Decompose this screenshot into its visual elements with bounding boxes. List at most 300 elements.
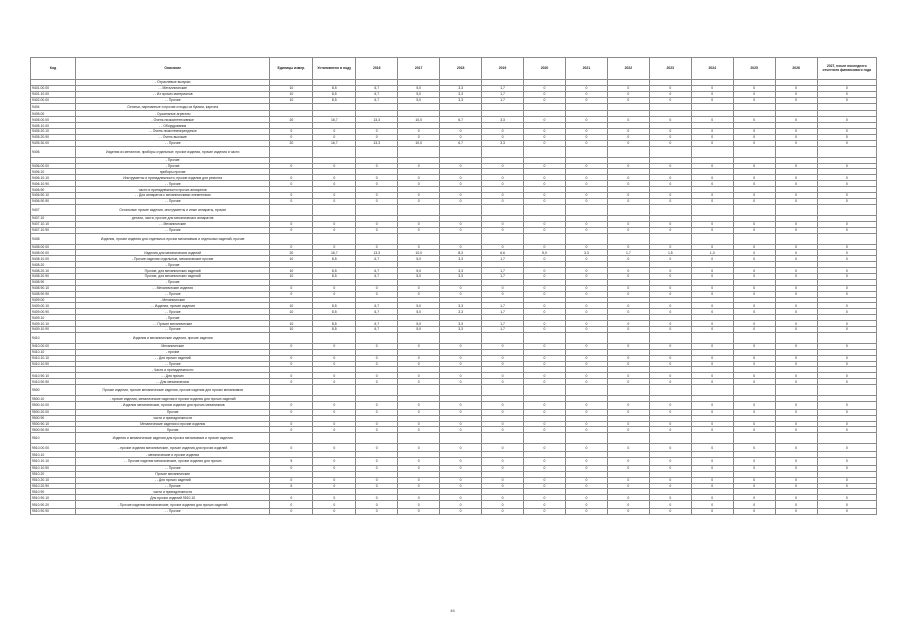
row-value: 8,5 xyxy=(313,273,356,279)
row-value: 0 xyxy=(775,303,817,309)
row-value: 0 xyxy=(691,85,733,91)
row-description: - Прочие xyxy=(76,262,270,268)
row-value: 0 xyxy=(565,355,607,361)
row-value: 10 xyxy=(270,309,313,315)
row-value: 0 xyxy=(649,97,691,103)
row-code: 9410.00.00 xyxy=(31,343,76,349)
row-value: 0 xyxy=(607,355,649,361)
row-value: 0 xyxy=(482,221,524,227)
row-value: 0 xyxy=(440,198,482,204)
row-value: 0 xyxy=(691,117,733,123)
row-code: 9410.10 xyxy=(31,349,76,355)
row-value: 0 xyxy=(313,477,356,483)
row-value: 0 xyxy=(817,421,876,427)
row-value: 8,5 xyxy=(313,256,356,262)
row-value: 0 xyxy=(691,256,733,262)
row-value: 0 xyxy=(524,427,566,433)
row-value: 0 xyxy=(482,361,524,367)
row-value: 1,7 xyxy=(482,97,524,103)
row-value xyxy=(733,385,775,396)
row-value: 0 xyxy=(440,221,482,227)
row-value: 0 xyxy=(733,256,775,262)
row-value: 0 xyxy=(565,421,607,427)
row-value: 0 xyxy=(524,501,566,509)
row-value: 0 xyxy=(565,221,607,227)
row-value: 0 xyxy=(733,508,775,514)
row-value: 0 xyxy=(817,291,876,297)
row-value: 0 xyxy=(524,221,566,227)
row-value: 5,0 xyxy=(398,303,440,309)
row-value: 0 xyxy=(398,227,440,233)
row-value: 0 xyxy=(691,458,733,466)
row-value: 3,3 xyxy=(440,321,482,327)
row-code: 9500.20.00 xyxy=(31,409,76,415)
row-description: - Прочие xyxy=(76,315,270,321)
row-code: 9404 xyxy=(31,103,76,111)
row-value: 0 xyxy=(817,198,876,204)
row-value: 0 xyxy=(482,409,524,415)
row-description: - Прочие изделия механические, прочие изделия для прочих изделий xyxy=(76,501,270,509)
row-value xyxy=(733,332,775,343)
column-header: 2016 xyxy=(356,58,398,80)
row-value xyxy=(313,146,356,157)
row-value: 0 xyxy=(524,129,566,135)
row-value: 0 xyxy=(482,355,524,361)
row-value: 0 xyxy=(565,458,607,466)
row-value: 0 xyxy=(313,343,356,349)
row-code: 9405.20.90 xyxy=(31,134,76,140)
row-description: Изделия и механические изделия, прочие изделия xyxy=(76,332,270,343)
row-value: 0 xyxy=(270,495,313,501)
table-row xyxy=(31,332,877,343)
row-description: - - Прочие xyxy=(76,483,270,489)
row-value: 0 xyxy=(691,477,733,483)
row-value: 0 xyxy=(607,465,649,471)
row-value: 0 xyxy=(649,303,691,309)
row-value: 0 xyxy=(398,508,440,514)
row-value: 0 xyxy=(775,97,817,103)
row-value: 0 xyxy=(565,373,607,379)
row-value: 0 xyxy=(482,227,524,233)
row-value: 0 xyxy=(607,401,649,409)
row-value: 0 xyxy=(817,355,876,361)
row-value: 0 xyxy=(524,198,566,204)
table-row xyxy=(31,146,877,157)
row-value: 0 xyxy=(691,175,733,181)
row-code: 9406.90.90 xyxy=(31,198,76,204)
row-value: 0 xyxy=(270,373,313,379)
row-value xyxy=(524,146,566,157)
row-value: 0 xyxy=(440,444,482,452)
row-value: 0 xyxy=(565,483,607,489)
row-value: 0 xyxy=(733,181,775,187)
row-value: 0 xyxy=(524,477,566,483)
row-description: - - Прочие xyxy=(76,309,270,315)
row-value: 0 xyxy=(817,303,876,309)
row-description: - Части и принадлежности xyxy=(76,367,270,373)
row-code: 9401.10.00 xyxy=(31,91,76,97)
row-value: 0 xyxy=(356,355,398,361)
row-value: 8,5 xyxy=(313,91,356,97)
row-value: 0 xyxy=(313,508,356,514)
row-value: 0 xyxy=(482,477,524,483)
row-value: 0 xyxy=(398,401,440,409)
row-code: 9510.00.00 xyxy=(31,444,76,452)
row-value: 5,0 xyxy=(398,268,440,274)
row-code: 9408.00.00 xyxy=(31,250,76,256)
row-value: 0 xyxy=(691,373,733,379)
row-code: 9500.10.00 xyxy=(31,401,76,409)
row-value xyxy=(270,146,313,157)
row-value: 0 xyxy=(607,309,649,315)
row-value: 5 xyxy=(270,483,313,489)
row-value: 0 xyxy=(524,355,566,361)
row-description: - - Механические xyxy=(76,221,270,227)
row-value xyxy=(775,103,817,111)
row-value: 0 xyxy=(440,134,482,140)
row-value: 0 xyxy=(691,421,733,427)
row-value: 0 xyxy=(733,373,775,379)
row-value: 0 xyxy=(482,291,524,297)
row-value: 0 xyxy=(817,495,876,501)
row-value: 0 xyxy=(607,163,649,169)
row-value: 3,3 xyxy=(482,140,524,146)
row-value: 0 xyxy=(313,495,356,501)
row-value: 0 xyxy=(482,343,524,349)
row-value: 0 xyxy=(270,163,313,169)
row-code: 9408.90.10 xyxy=(31,285,76,291)
column-header: 2024 xyxy=(691,58,733,80)
row-code: 9410.10.90 xyxy=(31,361,76,367)
row-code: 9409.00 xyxy=(31,297,76,303)
row-value: 0 xyxy=(440,373,482,379)
row-code: 9510.10 xyxy=(31,452,76,458)
row-value: 0 xyxy=(775,227,817,233)
row-value xyxy=(270,103,313,111)
row-value: 0 xyxy=(607,495,649,501)
row-value xyxy=(356,332,398,343)
row-value: 0 xyxy=(565,117,607,123)
row-value: 8,5 xyxy=(313,97,356,103)
row-value: 0 xyxy=(356,221,398,227)
row-value: 0 xyxy=(524,285,566,291)
row-value xyxy=(649,204,691,215)
row-value: 6,7 xyxy=(356,91,398,97)
row-value: 0 xyxy=(356,198,398,204)
row-value: 13,3 xyxy=(356,117,398,123)
row-value: 0 xyxy=(817,193,876,199)
row-value: 0 xyxy=(775,134,817,140)
row-value: 0 xyxy=(649,458,691,466)
row-value: 0 xyxy=(817,458,876,466)
row-description: - - Прочие xyxy=(76,361,270,367)
row-value: 0 xyxy=(691,227,733,233)
row-value: 0 xyxy=(524,244,566,250)
row-value: 10 xyxy=(270,91,313,97)
row-value: 0 xyxy=(356,501,398,509)
row-value xyxy=(817,233,876,244)
row-value: 0 xyxy=(691,409,733,415)
row-value: 0 xyxy=(482,508,524,514)
row-value: 0 xyxy=(524,193,566,199)
column-header: 2026 xyxy=(775,58,817,80)
row-value: 0 xyxy=(817,117,876,123)
table-row xyxy=(31,508,877,514)
row-value: 6,7 xyxy=(356,326,398,332)
row-description: - - Оборудования xyxy=(76,123,270,129)
row-value xyxy=(524,433,566,444)
row-value: 0 xyxy=(733,321,775,327)
row-value: 0 xyxy=(733,421,775,427)
row-value: 0 xyxy=(775,373,817,379)
row-value: 0 xyxy=(565,309,607,315)
row-value: 0 xyxy=(817,326,876,332)
row-value: 6,7 xyxy=(356,303,398,309)
row-description: - - Для прочих xyxy=(76,373,270,379)
row-value: 0 xyxy=(649,401,691,409)
row-value: 0 xyxy=(649,285,691,291)
table-row xyxy=(31,433,877,444)
row-value: 0 xyxy=(817,465,876,471)
row-code: 9410 xyxy=(31,332,76,343)
row-description: Прочие xyxy=(76,427,270,433)
row-value: 0 xyxy=(775,379,817,385)
row-code: 9407.10 xyxy=(31,215,76,221)
row-description: - прочие изделия механические, прочие изделия для прочих изделий xyxy=(76,444,270,452)
row-value: 0 xyxy=(691,285,733,291)
row-code: 9410.10.10 xyxy=(31,355,76,361)
row-value: 0 xyxy=(270,421,313,427)
row-value: 0 xyxy=(524,85,566,91)
row-value: 0 xyxy=(775,244,817,250)
row-value: 0 xyxy=(691,129,733,135)
row-value: 0 xyxy=(607,227,649,233)
row-value: 1,5 xyxy=(649,250,691,256)
row-value xyxy=(356,103,398,111)
row-value: 0 xyxy=(270,477,313,483)
row-value: 0 xyxy=(398,427,440,433)
row-value: 0 xyxy=(733,134,775,140)
row-value: 16,7 xyxy=(313,117,356,123)
row-value: 0 xyxy=(649,134,691,140)
row-value: 0 xyxy=(775,409,817,415)
row-value xyxy=(565,103,607,111)
row-value xyxy=(775,385,817,396)
row-value: 0 xyxy=(775,193,817,199)
row-value: 0 xyxy=(607,175,649,181)
row-value: 0 xyxy=(649,85,691,91)
row-value xyxy=(649,332,691,343)
row-value xyxy=(440,433,482,444)
row-value: 0 xyxy=(270,129,313,135)
row-value: 0 xyxy=(733,250,775,256)
row-code: 9500 xyxy=(31,385,76,396)
row-value: 0 xyxy=(524,175,566,181)
row-value: 0 xyxy=(607,321,649,327)
row-description: Прочие механические xyxy=(76,471,270,477)
row-value: 10 xyxy=(270,326,313,332)
row-value: 3,3 xyxy=(440,309,482,315)
row-value: 0 xyxy=(565,175,607,181)
row-value: 0 xyxy=(524,303,566,309)
row-value: 0 xyxy=(398,221,440,227)
row-value: 0 xyxy=(270,291,313,297)
table-row xyxy=(31,401,877,409)
row-value xyxy=(691,332,733,343)
row-value: 6,6 xyxy=(482,250,524,256)
row-value: 0 xyxy=(524,458,566,466)
row-value: 0 xyxy=(565,256,607,262)
table-header-row xyxy=(31,58,877,80)
row-description: Инструменты и принадлежности, прочие изделия для ремонта xyxy=(76,175,270,181)
row-code: 9405.20.10 xyxy=(31,129,76,135)
row-value: 0 xyxy=(565,465,607,471)
row-code: 9406.90 xyxy=(31,187,76,193)
row-value: 0 xyxy=(733,221,775,227)
row-value: 0 xyxy=(817,361,876,367)
row-value: 0 xyxy=(649,268,691,274)
row-value: 13,3 xyxy=(356,250,398,256)
row-value xyxy=(440,233,482,244)
table-row xyxy=(31,103,877,111)
row-description: - Прочие изделия отдельные, механические прочие xyxy=(76,256,270,262)
row-value: 10,0 xyxy=(398,117,440,123)
row-value: 0 xyxy=(775,91,817,97)
row-value xyxy=(313,204,356,215)
row-value: 0 xyxy=(398,477,440,483)
row-value: 0 xyxy=(313,134,356,140)
row-value: 0 xyxy=(565,477,607,483)
row-value xyxy=(398,433,440,444)
row-value: 0 xyxy=(565,244,607,250)
row-value: 0 xyxy=(270,508,313,514)
row-value: 0 xyxy=(733,501,775,509)
row-value: 0 xyxy=(524,421,566,427)
row-description: - - Изделия, прочие изделия xyxy=(76,303,270,309)
row-value xyxy=(398,332,440,343)
row-code: 9405.00 xyxy=(31,111,76,117)
row-value: 0 xyxy=(649,465,691,471)
row-value: 0 xyxy=(524,309,566,315)
row-value: 0 xyxy=(817,227,876,233)
row-value xyxy=(524,204,566,215)
row-value: 0 xyxy=(270,409,313,415)
row-value: 3,3 xyxy=(440,268,482,274)
row-value: 0 xyxy=(775,343,817,349)
row-code: 9510.20.10 xyxy=(31,477,76,483)
row-description: - Сушильные агрегаты xyxy=(76,111,270,117)
row-value xyxy=(482,332,524,343)
row-value: 0 xyxy=(817,268,876,274)
row-value xyxy=(691,146,733,157)
row-value: 0 xyxy=(733,409,775,415)
row-code: 9510.10.10 xyxy=(31,458,76,466)
row-value: 0 xyxy=(691,483,733,489)
row-value: 0 xyxy=(356,343,398,349)
row-value: 6,7 xyxy=(356,268,398,274)
row-value: 0 xyxy=(356,427,398,433)
row-value: 0 xyxy=(313,181,356,187)
row-value: 0 xyxy=(775,175,817,181)
row-value xyxy=(356,385,398,396)
row-value: 0 xyxy=(270,227,313,233)
row-value xyxy=(356,233,398,244)
row-value: 0 xyxy=(775,273,817,279)
row-value: 1,7 xyxy=(482,326,524,332)
row-value: 0 xyxy=(440,361,482,367)
row-value: 0 xyxy=(398,343,440,349)
row-value: 0 xyxy=(649,129,691,135)
row-value xyxy=(313,433,356,444)
row-value: 0 xyxy=(649,227,691,233)
row-value: 0 xyxy=(482,401,524,409)
row-value: 1,7 xyxy=(607,250,649,256)
row-value: 0 xyxy=(565,427,607,433)
row-description: Остатки, нарезанные и прочие отходы из бумаги, картона xyxy=(76,103,270,111)
row-value: 0 xyxy=(817,508,876,514)
row-value: 0 xyxy=(440,458,482,466)
row-value xyxy=(649,233,691,244)
row-value: 0 xyxy=(817,501,876,509)
row-code: 9510.90.20 xyxy=(31,501,76,509)
row-value: 0 xyxy=(565,163,607,169)
row-value: 0 xyxy=(691,501,733,509)
row-value: 0 xyxy=(607,458,649,466)
row-value: 0 xyxy=(356,465,398,471)
row-value xyxy=(270,385,313,396)
row-value: 0 xyxy=(649,444,691,452)
row-value: 0 xyxy=(313,401,356,409)
row-value: 0 xyxy=(607,421,649,427)
row-code: 9409.10 xyxy=(31,315,76,321)
row-value: 0 xyxy=(313,175,356,181)
row-value xyxy=(440,204,482,215)
row-value: 0 xyxy=(482,244,524,250)
row-value: 8,5 xyxy=(313,321,356,327)
row-value: 0 xyxy=(649,373,691,379)
row-value: 0 xyxy=(733,477,775,483)
row-value: 3,3 xyxy=(440,326,482,332)
row-value: 0 xyxy=(356,409,398,415)
row-value: 0 xyxy=(356,291,398,297)
row-value xyxy=(524,385,566,396)
row-code: 9409.00.90 xyxy=(31,309,76,315)
row-value: 0 xyxy=(649,193,691,199)
row-value: 0 xyxy=(817,379,876,385)
row-code: 9408.10.00 xyxy=(31,256,76,262)
row-value xyxy=(482,146,524,157)
row-value xyxy=(524,332,566,343)
table-row xyxy=(31,501,877,509)
row-value: 0 xyxy=(691,379,733,385)
row-value: 0 xyxy=(775,477,817,483)
row-description: - Прочие xyxy=(76,157,270,163)
row-value xyxy=(565,204,607,215)
row-value: 0 xyxy=(313,221,356,227)
row-value: 0 xyxy=(270,427,313,433)
row-description: - - Для аппаратов с механическими элементами xyxy=(76,193,270,199)
row-code: 9408.20 xyxy=(31,262,76,268)
row-value: 0 xyxy=(524,256,566,262)
row-value: 0 xyxy=(607,343,649,349)
row-value: 0 xyxy=(270,134,313,140)
row-value xyxy=(565,332,607,343)
row-code: 9406.10.90 xyxy=(31,181,76,187)
row-value: 0 xyxy=(691,343,733,349)
row-value: 0 xyxy=(607,193,649,199)
row-value: 0 xyxy=(565,379,607,385)
row-value: 0 xyxy=(775,198,817,204)
